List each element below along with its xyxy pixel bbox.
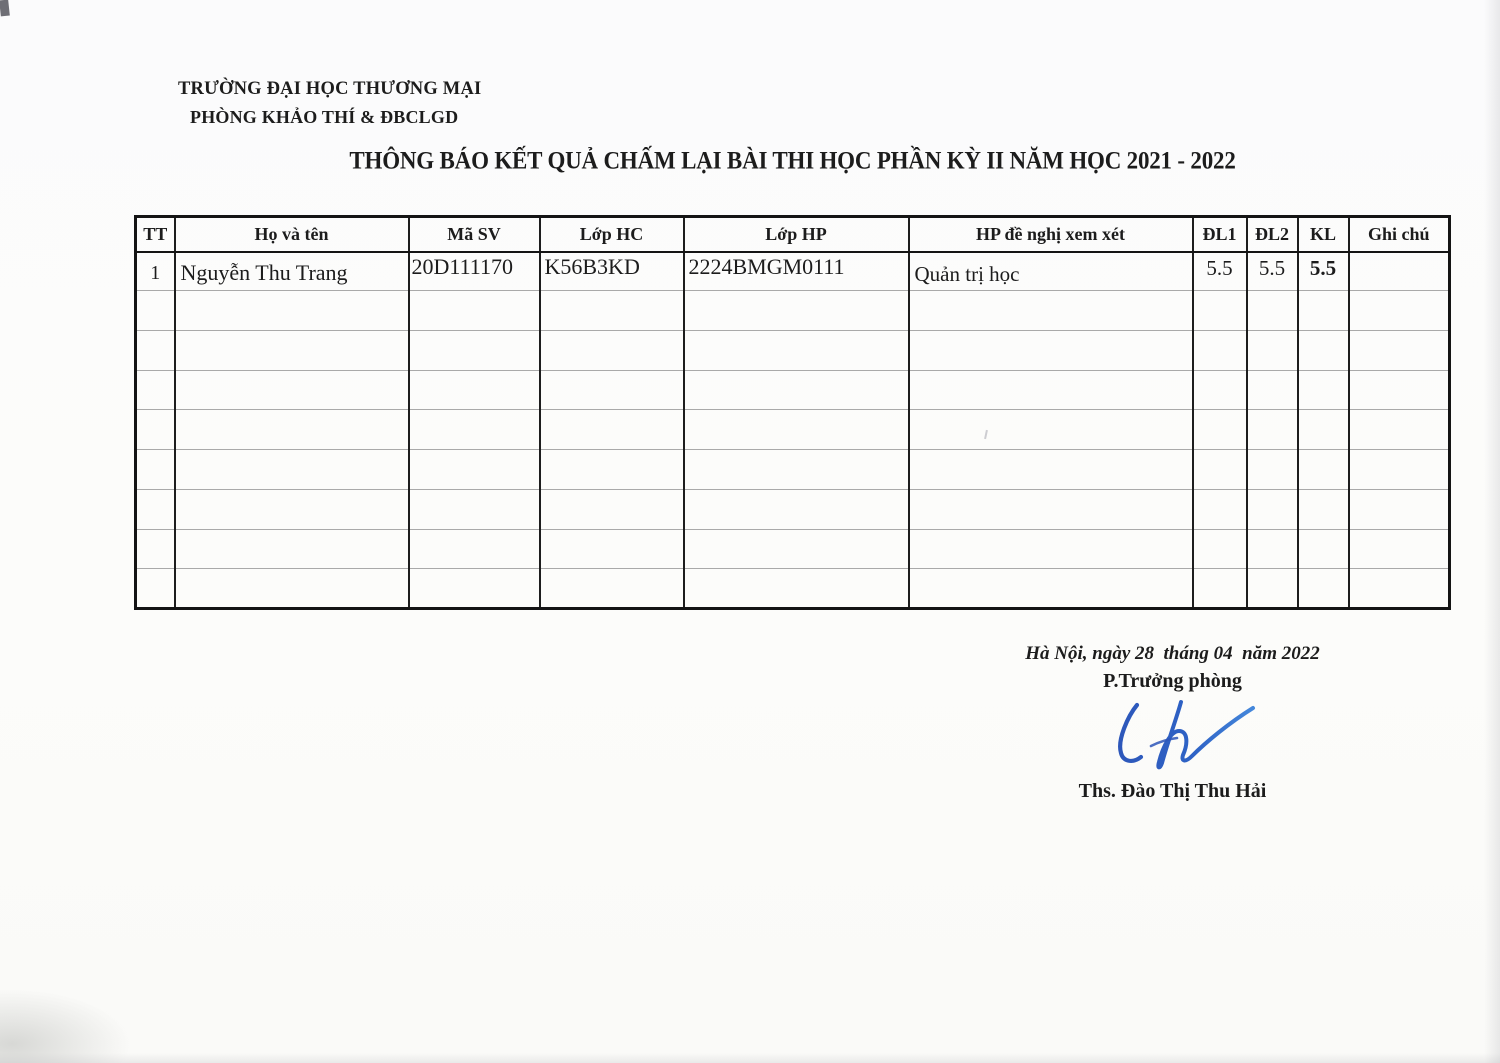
cell-lop_hp bbox=[684, 330, 909, 370]
cell-lop_hp bbox=[684, 370, 909, 410]
cell-lop_hc bbox=[540, 569, 684, 609]
table-row-empty bbox=[136, 291, 1450, 331]
cell-name bbox=[175, 410, 409, 450]
cell-dl2 bbox=[1247, 529, 1298, 569]
cell-name bbox=[175, 450, 409, 490]
cell-lop_hc bbox=[540, 450, 684, 490]
document-title: THÔNG BÁO KẾT QUẢ CHẤM LẠI BÀI THI HỌC PHẦN KỲ II NĂM HỌC 2021 - 2022 bbox=[349, 146, 1236, 174]
cell-lop_hc bbox=[540, 330, 684, 370]
cell-tt bbox=[136, 450, 175, 490]
cell-hp bbox=[909, 529, 1193, 569]
table-row-empty bbox=[136, 569, 1450, 609]
cell-ma_sv bbox=[409, 489, 540, 529]
column-header-dl2: ĐL2 bbox=[1247, 217, 1298, 252]
cell-hp bbox=[909, 330, 1193, 370]
cell-name bbox=[175, 291, 409, 331]
cell-ma_sv bbox=[409, 529, 540, 569]
table-row-empty bbox=[136, 410, 1450, 450]
cell-dl2 bbox=[1247, 489, 1298, 529]
column-header-lop_hc: Lớp HC bbox=[540, 217, 684, 252]
cell-hp bbox=[909, 569, 1193, 609]
scan-artifact-smudge bbox=[0, 988, 132, 1063]
table-header-row bbox=[136, 217, 1450, 252]
cell-kl bbox=[1298, 291, 1349, 331]
cell-tt bbox=[136, 410, 175, 450]
table-row-empty bbox=[136, 489, 1450, 529]
cell-ma_sv bbox=[409, 569, 540, 609]
cell-dl1 bbox=[1193, 370, 1247, 410]
column-header-dl1: ĐL1 bbox=[1193, 217, 1247, 252]
table-row-empty bbox=[136, 330, 1450, 370]
cell-dl2 bbox=[1247, 410, 1298, 450]
cell-dl1 bbox=[1193, 291, 1247, 331]
cell-hp bbox=[909, 410, 1193, 450]
cell-dl1 bbox=[1193, 450, 1247, 490]
cell-tt bbox=[136, 291, 175, 331]
cell-dl2 bbox=[1247, 370, 1298, 410]
cell-lop_hc bbox=[540, 370, 684, 410]
cell-lop_hp bbox=[684, 489, 909, 529]
table-row-1 bbox=[136, 252, 1450, 291]
cell-hp bbox=[909, 450, 1193, 490]
cell-name bbox=[175, 370, 409, 410]
cell-dl1: 5.5 bbox=[1193, 252, 1247, 291]
cell-hp bbox=[909, 370, 1193, 410]
cell-dl1 bbox=[1193, 489, 1247, 529]
cell-kl bbox=[1298, 450, 1349, 490]
regrade-results-table bbox=[134, 215, 1451, 610]
cell-kl bbox=[1298, 489, 1349, 529]
cell-ghi_chu bbox=[1349, 291, 1450, 331]
signer-name: Ths. Đào Thị Thu Hải bbox=[1078, 780, 1267, 802]
cell-ghi_chu bbox=[1349, 370, 1450, 410]
cell-lop_hp bbox=[684, 569, 909, 609]
table-row-empty bbox=[136, 370, 1450, 410]
column-header-kl: KL bbox=[1298, 217, 1349, 252]
cell-dl1 bbox=[1193, 569, 1247, 609]
cell-kl bbox=[1298, 569, 1349, 609]
cell-ma_sv bbox=[409, 370, 540, 410]
scan-edge-shadow-bottom bbox=[0, 1053, 1500, 1063]
cell-name bbox=[175, 330, 409, 370]
cell-ma_sv: 20D111170 bbox=[409, 252, 540, 291]
scan-edge-shadow-right bbox=[1484, 0, 1500, 1063]
cell-kl bbox=[1298, 330, 1349, 370]
cell-hp bbox=[909, 489, 1193, 529]
cell-name bbox=[175, 569, 409, 609]
cell-lop_hc bbox=[540, 529, 684, 569]
cell-lop_hp bbox=[684, 529, 909, 569]
signer-position: P.Trưởng phòng bbox=[1103, 670, 1242, 692]
signature-ink-icon bbox=[1107, 694, 1267, 779]
cell-dl2 bbox=[1247, 569, 1298, 609]
cell-ghi_chu bbox=[1349, 252, 1450, 291]
cell-lop_hp bbox=[684, 291, 909, 331]
cell-ma_sv bbox=[409, 291, 540, 331]
cell-lop_hp bbox=[684, 410, 909, 450]
cell-ghi_chu bbox=[1349, 489, 1450, 529]
cell-tt bbox=[136, 569, 175, 609]
cell-dl2: 5.5 bbox=[1247, 252, 1298, 291]
column-header-hp: HP đề nghị xem xét bbox=[909, 217, 1193, 252]
letterhead bbox=[178, 76, 481, 131]
cell-name bbox=[175, 489, 409, 529]
cell-ma_sv bbox=[409, 330, 540, 370]
date-place-line: Hà Nội, ngày 28 tháng 04 năm 2022 bbox=[1025, 643, 1320, 664]
scan-artifact-corner bbox=[0, 0, 10, 16]
university-name: TRƯỜNG ĐẠI HỌC THƯƠNG MẠI bbox=[178, 79, 482, 99]
cell-tt bbox=[136, 330, 175, 370]
cell-hp: Quản trị học bbox=[909, 252, 1193, 291]
cell-tt bbox=[136, 529, 175, 569]
column-header-tt: TT bbox=[136, 217, 175, 252]
cell-tt: 1 bbox=[150, 262, 161, 285]
cell-dl2 bbox=[1247, 291, 1298, 331]
cell-kl bbox=[1298, 410, 1349, 450]
department-name: PHÒNG KHẢO THÍ & ĐBCLGD bbox=[190, 106, 459, 127]
cell-lop_hp bbox=[684, 450, 909, 490]
cell-ghi_chu bbox=[1349, 330, 1450, 370]
cell-lop_hc: K56B3KD bbox=[540, 252, 684, 291]
cell-dl2 bbox=[1247, 330, 1298, 370]
cell-tt bbox=[136, 489, 175, 529]
column-header-ghi_chu: Ghi chú bbox=[1349, 217, 1450, 252]
cell-kl bbox=[1298, 529, 1349, 569]
signature-block bbox=[985, 643, 1360, 803]
column-header-name: Họ và tên bbox=[175, 217, 409, 252]
cell-ma_sv bbox=[409, 450, 540, 490]
cell-lop_hc bbox=[540, 489, 684, 529]
cell-kl bbox=[1298, 370, 1349, 410]
results-table bbox=[134, 215, 1451, 610]
table-row-empty bbox=[136, 450, 1450, 490]
cell-name bbox=[175, 529, 409, 569]
cell-ghi_chu bbox=[1349, 410, 1450, 450]
cell-dl2 bbox=[1247, 450, 1298, 490]
cell-hp bbox=[909, 291, 1193, 331]
cell-ghi_chu bbox=[1349, 569, 1450, 609]
cell-dl1 bbox=[1193, 410, 1247, 450]
cell-ma_sv bbox=[409, 410, 540, 450]
cell-lop_hp: 2224BMGM0111 bbox=[684, 252, 909, 291]
cell-ghi_chu bbox=[1349, 450, 1450, 490]
cell-lop_hc bbox=[540, 410, 684, 450]
cell-ghi_chu bbox=[1349, 529, 1450, 569]
cell-dl1 bbox=[1193, 330, 1247, 370]
cell-kl: 5.5 bbox=[1298, 252, 1349, 291]
table-row-empty bbox=[136, 529, 1450, 569]
cell-tt bbox=[136, 370, 175, 410]
column-header-lop_hp: Lớp HP bbox=[684, 217, 909, 252]
column-header-ma_sv: Mã SV bbox=[409, 217, 540, 252]
cell-name: Nguyễn Thu Trang bbox=[175, 252, 409, 291]
cell-lop_hc bbox=[540, 291, 684, 331]
cell-dl1 bbox=[1193, 529, 1247, 569]
